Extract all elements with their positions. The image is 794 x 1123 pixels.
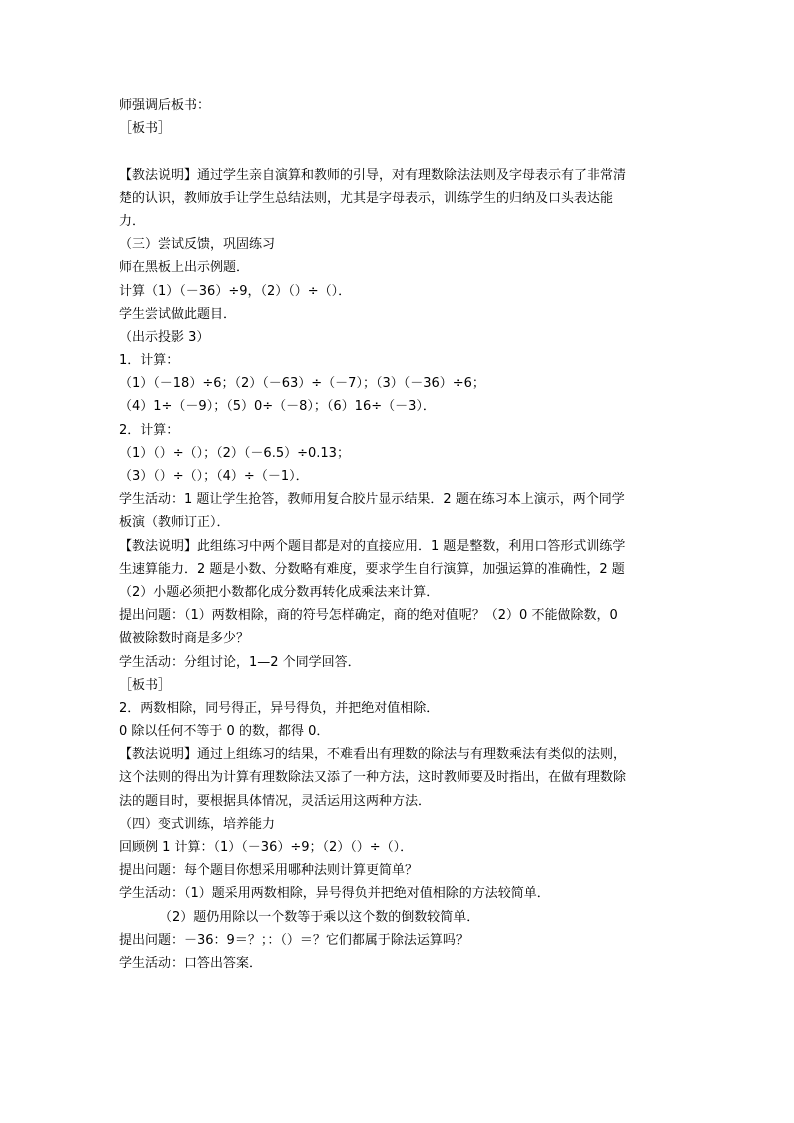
- text-line: 【教法说明】通过上组练习的结果，不难看出有理数的除法与有理数乘法有类似的法则，: [119, 747, 627, 763]
- text-line: 学生活动：（1）题采用两数相除，异号得负并把绝对值相除的方法较简单．: [119, 886, 550, 902]
- text-line: （2）小题必须把小数都化成分数再转化成乘法来计算．: [119, 584, 440, 600]
- text-line: （出示投影 3）: [119, 329, 210, 345]
- blank-line: [119, 140, 679, 163]
- document-body: [119, 94, 679, 975]
- text-line: 提出问题：每个题目你想采用哪种法则计算更简单？: [119, 863, 419, 879]
- text-line: 提出问题：（1）两数相除，商的符号怎样确定，商的绝对值呢？（2）0 不能做除数，0: [119, 608, 618, 624]
- text-line-indented: （2）题仍用除以一个数等于乘以这个数的倒数较简单．: [159, 909, 480, 925]
- text-line: （1）（－18）÷6；（2）（－63）÷（－7）；（3）（－36）÷6；: [119, 376, 485, 392]
- text-line: 力．: [119, 213, 146, 229]
- text-line: 学生活动：口答出答案．: [119, 955, 263, 971]
- text-line: （4）1÷（－9）；（5）0÷（－8）；（6）16÷（－3）．: [119, 399, 436, 415]
- section-heading: （三）尝试反馈，巩固练习: [119, 237, 276, 253]
- text-line: 0 除以任何不等于 0 的数，都得 0．: [119, 724, 330, 740]
- section-heading: （四）变式训练，培养能力: [119, 816, 276, 832]
- text-line: 师在黑板上出示例题．: [119, 260, 250, 276]
- text-line: 法的题目时，要根据具体情况，灵活运用这两种方法．: [119, 793, 432, 809]
- text-line: 计算（1）（－36）÷9，（2）（）÷（）．: [119, 283, 352, 299]
- text-line: （1）（）÷（）；（2）（－6.5）÷0.13；: [119, 445, 350, 461]
- text-line: 回顾例 1 计算：（1）（－36）÷9；（2）（）÷（）．: [119, 840, 414, 855]
- text-line: 学生活动：分组讨论，1—2 个同学回答．: [119, 654, 361, 670]
- text-line: 这个法则的得出为计算有理数除法又添了一种方法，这时教师要及时指出，在做有理数除: [119, 770, 627, 786]
- text-line: 2．两数相除，同号得正，异号得负，并把绝对值相除．: [119, 700, 440, 716]
- text-line: 学生尝试做此题目．: [119, 306, 237, 322]
- text-line: ［板书］: [119, 121, 172, 137]
- text-line: 师强调后板书：: [119, 98, 211, 113]
- text-line: 生速算能力．2 题是小数、分数略有难度，要求学生自行演算，加强运算的准确性，2 题: [119, 561, 625, 577]
- text-line: 1．计算：: [119, 353, 180, 369]
- text-line: 板演（教师订正）．: [119, 515, 230, 531]
- text-line: ［板书］: [119, 677, 172, 693]
- text-line: 楚的认识，教师放手让学生总结法则，尤其是字母表示，训练学生的归纳及口头表达能: [119, 190, 614, 206]
- text-line: 【教法说明】通过学生亲自演算和教师的引导，对有理数除法法则及字母表示有了非常清: [119, 167, 627, 183]
- text-line: 2．计算：: [119, 422, 180, 438]
- text-line: 学生活动：1 题让学生抢答，教师用复合胶片显示结果．2 题在练习本上演示，两个同学: [119, 492, 625, 508]
- text-line: 提出问题：－36：9＝？；：（）＝？它们都属于除法运算吗？: [119, 932, 469, 948]
- text-line: 做被除数时商是多少？: [119, 631, 250, 647]
- text-line: （3）（）÷（）；（4）÷（－1）．: [119, 469, 309, 484]
- text-line: 【教法说明】此组练习中两个题目都是对的直接应用．1 题是整数，利用口答形式训练学: [119, 538, 626, 554]
